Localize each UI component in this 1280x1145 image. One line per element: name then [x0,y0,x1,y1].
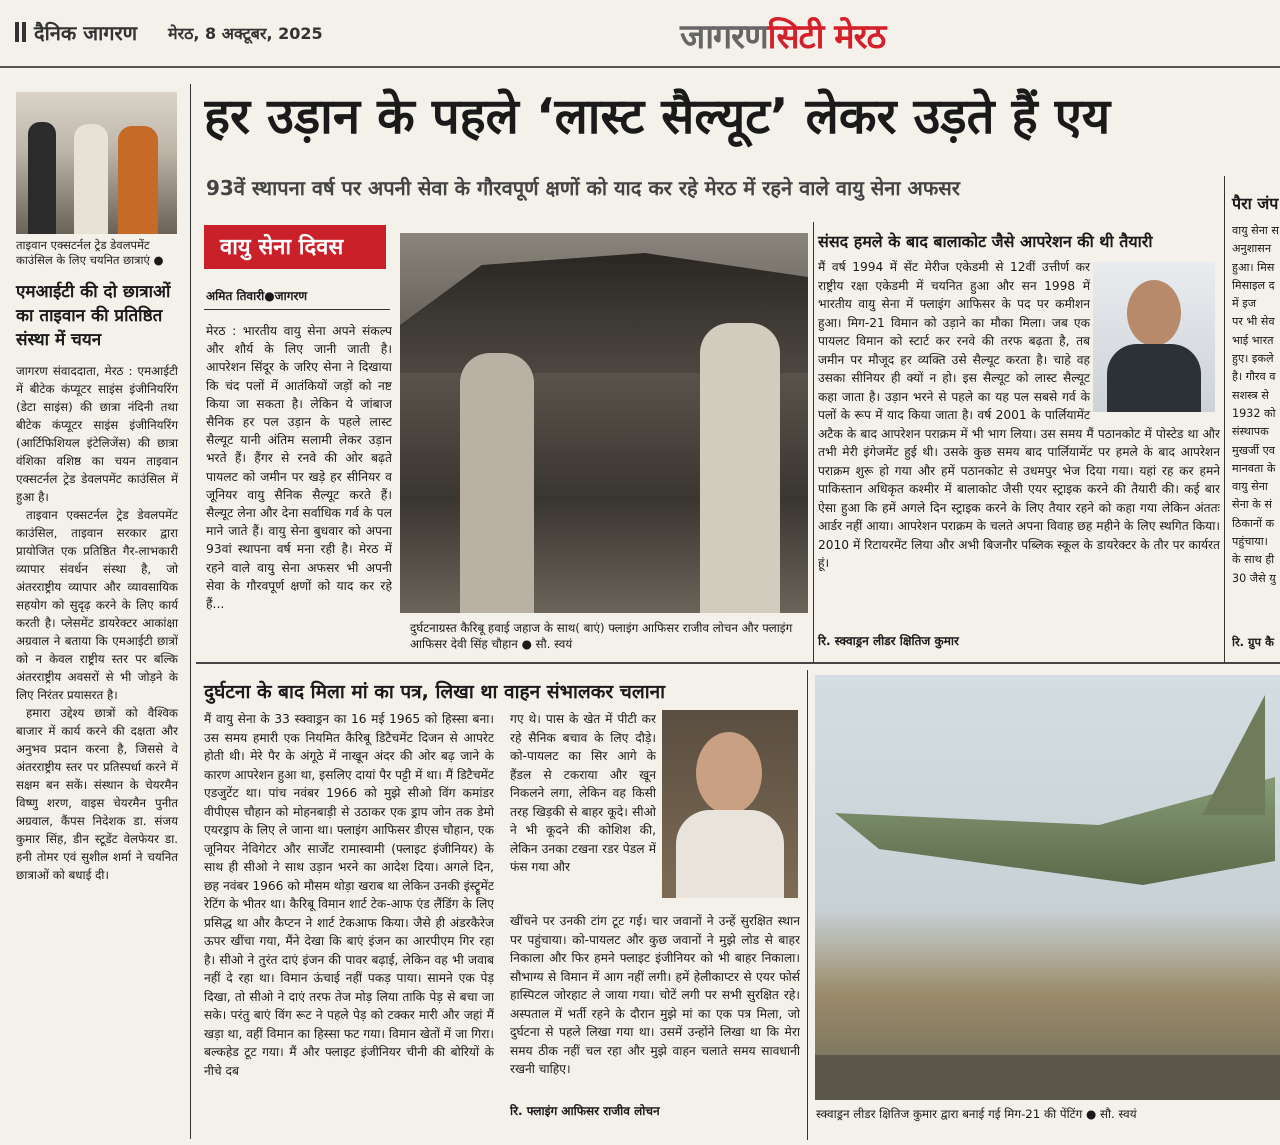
main-headline: हर उड़ान के पहले ‘लास्ट सैल्यूट’ लेकर उड़ते हैं एय [204,88,1111,145]
mig21-painting [815,675,1280,1100]
masthead-bars-icon [15,22,19,42]
mit-headline: एमआईटी की दो छात्राओं का ताइवान की प्रतिष्ठित संस्था में चयन [16,282,171,350]
rs-line: पर भी सेव [1232,315,1275,329]
mit-body [16,362,178,884]
rs-line: ठिकानों क [1232,516,1275,530]
sub-headline: 93वें स्थापना वर्ष पर अपनी सेवा के गौरवपूर्ण क्षणों को याद कर रहे मेरठ में रहने वाले वायु सेना अफसर [206,176,960,200]
rs-line: 30 जैसे यु [1232,571,1276,585]
mit-body-p2: ताइवान एक्सटर्नल ट्रेड डेवलपमेंट काउंसिल, ताइवान सरकार द्वारा प्रायोजित एक प्रतिष्ठित गैर-लाभकारी व्यापार संवर्धन संस्था है, जो अंतरराष्ट्रीय व्यापार और व्यावसायिक सहयोग को सुदृढ़ करने के लिए कार्य करती है। प्लेसमेंट डायरेक्टर आकांक्षा अग्रवाल ने बताया कि एमआईटी छात्रों को न केवल राष्ट्रीय स्तर पर बल्कि अंतरराष्ट्रीय अवसरों से भी जोड़ने के लिए निरंतर प्रयासरत है। [16,508,178,702]
rs-line: वायु सेना स [1232,224,1279,237]
balakot-headline: संसद हमले के बाद बालाकोट जैसे आपरेशन की थी तैयारी [818,232,1153,251]
mig21-tail [1175,695,1265,815]
rs-line: पहुंचाया। [1232,535,1268,549]
mit-students-photo [16,92,177,234]
rs-line: हुआ। मिस [1232,260,1275,274]
masthead-bars-icon-2 [22,22,26,42]
masthead [0,0,1280,66]
officer-left [460,353,534,613]
runway [815,1055,1280,1100]
af-byline: अमित तिवारी●जागरण [206,289,308,303]
photo-person-2 [74,124,108,234]
mid-rule [813,222,814,662]
rs-line: 1932 को [1232,406,1276,420]
balakot-body-text: मैं वर्ष 1994 में सेंट मेरीज एकेडमी से 12वीं उत्तीर्ण कर राष्ट्रीय रक्षा एकेडमी में चयनित हुआ और सन 1998 में भारतीय वायु सेना में फ्लाइंग आफिसर के पद पर कमीशन हुआ। मिग-21 विमान को उड़ाने का मौका मिला। जब एक पायलट विमान को स्टार्ट कर रनवे की तरफ बढ़ता है, तब जमीन पर मौजूद हर व्यक्ति उसे सैल्यूट करता है। चाहे वह उसका सीनियर ही क्यों न हो। इस सैल्यूट को लास्ट सैल्यूट कहा जाता है। उड़ान भरने से पहले का यह पल सबसे गर्व के पलों के रूप में याद किया जाता है। वर्ष 2001 के पार्लियामेंट अटैक के बाद आपरेशन पराक्रम में भी भाग लिया। उस समय मैं पठानकोट में पोस्टेड था और तभी मेरी इंगेजमेंट हुई थी। उसके कुछ समय बाद पार्लियामेंट पर हमले के बाद आपरेशन पराक्रम शुरू हो गया और हमें पठानकोट से उधमपुर भेज दिया गया। यहां रह कर हमने पाकिस्तान अधिकृत कश्मीर में बालाकोट जैसी एयर स्ट्राइक करने की तैयारी की। कई बार ऐसा हुआ कि हमें अगले दिन स्ट्राइक करने के लिए तैयार रहने को कहा गया लेकिन अंततः आर्डर नहीं आया। आपरेशन पराक्रम के चलते अपना विवाह छह महीने के लिए स्थगित किया। 2010 में रिटायरमेंट लिया और अभी बिजनौर पब्लिक स्कूल के डायरेक्टर के तौर पर कार्यरत हूं। [818,260,1220,570]
rs-line: मिसाइल द [1232,278,1275,292]
balakot-float [1090,258,1220,414]
rs-line: में इज [1232,297,1257,311]
crash-photo-caption: दुर्घटनाग्रस्त कैरिबू हवाई जहाज के साथ( बाएं) फ्लाइंग आफिसर राजीव लोचन और फ्लाइंग आफिसर देवी सिंह चौहान ● सौ. स्वयं [410,621,793,651]
letter-col2-bottom: खींचने पर उनकी टांग टूट गई। चार जवानों ने उन्हें सुरक्षित स्थान पर पहुंचाया। को-पायलट और कुछ जवानों ने मुझे लोड से बाहर निकाला और फिर हमने फ्लाइट इंजीनियर को भी बाहर निकाला। सौभाग्य से विमान में आग नहीं लगी। हमें हेलीकाप्टर से एयर फोर्स हास्पिटल जोरहाट ले जाया गया। चोटें लगी पर सभी सुरक्षित रहे। अस्पताल में भर्ती रहने के दौरान मुझे मां का एक पत्र मिला, जो दुर्घटना से पहले लिखा गया था। उसमें उन्होंने लिखा था कि मेरा समय ठीक नहीं चल रहा और मुझे वाहन चलाते समय सावधानी रखनी चाहिए। [510,914,800,1076]
middle-horizontal-rule [196,662,1280,664]
city-brand-b: सिटी मेरठ [767,17,886,57]
photo-person-3 [118,126,158,234]
mit-body-p1: जागरण संवाददाता, मेरठ : एमआईटी में बीटेक कंप्यूटर साइंस इंजीनियरिंग (डेटा साइंस) की छात्रा नंदिनी तथा बीटेक कंप्यूटर साइंस इंजीनियरिंग (आर्टिफिशियल इंटेलिजेंस) की छात्रा वंशिका वशिष्ठ का चयन ताइवान एक्सटर्नल ट्रेड डेवलपमेंट काउंसिल में हुआ है। [16,364,178,504]
right-strip-body [1232,222,1280,588]
letter-col1: मैं वायु सेना के 33 स्क्वाड्रन का 16 मई 1965 को हिस्सा बना। उस समय हमारी एक नियमित कैरिबू डिटैचमेंट दिजन से आपरेट होती थी। मेरे पैर के अंगूठे में नाखून अंदर की ओर बढ़ जाने के कारण आपरेशन हुआ था, इसलिए दायां पैर पट्टी में था। मैं डिटैचमेंट एडजुटेंट था। पांच नवंबर 1966 को मुझे सीओ विंग कमांडर वीपीएस चौहान को मोहनबाड़ी से उठाकर एक ड्राप जोन तक डेमो एयरड्राप के लिए ले जाना था। फ्लाइंग आफिसर डीएस चौहान, एक जूनियर नेविगेटर और सार्जेंट रामास्वामी (फ्लाइट इंजीनियर) के साथ ही सीओ ने साथ उड़ान भरने का आदेश दिया। अगले दिन, छह नवंबर 1966 को मौसम थोड़ा खराब था लेकिन उनकी इंस्ट्रूमेंट रेटिंग के भीतर था। कैरिबू विमान शार्ट टेक-आफ एंड लैंडिंग के लिए प्रसिद्ध था और कैप्टन ने शार्ट टेकआफ किया। जैसे ही अंडरकैरेज ऊपर खींचा गया, मैंने देखा कि बाएं इंजन का आरपीएम गिर रहा है। सीओ ने तुरंत दाएं इंजन की पावर बढ़ाई, लेकिन वह भी जवाब नहीं दे रहा था। विमान ऊंचाई नहीं पकड़ पाया। सामने एक पेड़ दिखा, तो सीओ ने दाएं तरफ तेज मोड़ लिया ताकि पेड़ से बचा जा सके। परंतु बाएं विंग रूट ने पहले पेड़ को टक्कर मारी और जहां मैं खड़ा था, वहीं विमान का हिस्सा फट गया। विमान खेतों में जा गिरा। बल्कहेड टूट गया। मैं और फ्लाइट इंजीनियर चीनी की बोरियों के नीचे दब [204,712,494,1078]
balakot-signature: रि. स्क्वाड्रन लीडर क्षितिज कुमार [818,634,959,648]
right-strip-headline: पैरा जंप [1232,194,1279,213]
byline-rule [204,309,390,310]
section-label [204,225,386,269]
letter-headline: दुर्घटना के बाद मिला मां का पत्र, लिखा था वाहन संभालकर चलाना [204,681,666,703]
letter-col2-top: गए थे। पास के खेत में पीटी कर रहे सैनिक बचाव के लिए दौड़े। को-पायलट का सिर आगे के हैंडल से टकराया और खून निकलने लगा, लेकिन वह किसी तरह खिड़की से बाहर कूदे। सीओ ने भी कूदने की कोशिश की, लेकिन उनका टखना रडर पेडल में फंस गया और [510,712,656,874]
caribou-crash-photo [400,233,808,613]
balakot-body [818,258,1220,626]
rs-line: संस्थापक [1232,425,1269,439]
rs-line: वायु सेना [1232,480,1268,494]
right-strip-rule [1224,176,1225,662]
mit-photo-caption: ताइवान एक्सटर्नल ट्रेड डेवलपमेंट काउंसिल के लिए चयनित छात्राएं ● [16,238,164,267]
portrait-body-2 [676,810,784,898]
portrait-head-2 [696,732,762,814]
masthead-rule [0,66,1280,68]
af-body: मेरठ : भारतीय वायु सेना अपने संकल्प और शौर्य के लिए जानी जाती है। आपरेशन सिंदूर के जरिए सेना ने दिखाया कि चंद पलों में आतंकियों जड़ों को नष्ट किया जा सकता है। लेकिन ये जांबाज सैनिक हर पल उड़ान के पहले लास्ट सैल्यूट यानी अंतिम सलामी लेकर उड़ान भरते हैं। हैंगर से रनवे की ओर बढ़ते पायलट को जमीन पर खड़े हर सीनियर व जूनियर वायु सैनिक सैल्यूट करते हैं। सैल्यूट लेना और देना सर्वाधिक गर्व के पल माने जाते हैं। वायु सेना बुधवार को अपना 93वां स्थापना वर्ष मना रही है। मेरठ में रहने वाले वायु सेना अफसर भी अपनी सेवा के गौरवपूर्ण क्षणों को याद कर रहे हैं... [206,324,392,612]
dateline: मेरठ, 8 अक्टूबर, 2025 [168,24,323,43]
photo-person-1 [28,122,56,234]
mit-body-p3: हमारा उद्देश्य छात्रों को वैश्विक बाजार में कार्य करने की दक्षता और अनुभव प्रदान करना है, जिससे वे अंतरराष्ट्रीय स्तर पर प्रतिस्पर्धा करने में सक्षम बन सकें। संस्थान के चेयरमैन विष्णु शरण, वाइस चेयरमैन पुनीत अग्रवाल, कैंपस निदेशक डा. संजय कुमार सिंह, डीन स्टूडेंट वेलफेयर डा. हनी तोमर एवं सुशील शर्मा ने चयनित छात्राओं को बधाई दी। [16,706,178,882]
rajiv-lochan-photo [662,710,798,898]
rs-line: के साथ ही [1232,553,1275,567]
section-label-text: वायु सेना दिवस [220,235,344,260]
rs-line: मानवता के [1232,461,1276,475]
paper-name: दैनिक जागरण [34,21,138,45]
city-brand [680,12,885,58]
rs-line: सेना के सं [1232,498,1272,512]
right-strip-signature: रि. ग्रुप कै [1232,635,1274,649]
bottom-mid-rule [807,670,808,1140]
mig21-fuselage [835,765,1275,885]
left-column-rule [190,84,191,1139]
rs-line: मुखर्जी एव [1232,443,1276,457]
city-brand-a: जागरण [680,17,768,57]
rs-line: हुए। इकले [1232,352,1274,366]
rs-line: अनुशासन [1232,242,1272,256]
rs-line: सशस्त्र से [1232,388,1269,402]
rs-line: है। गौरव व [1232,370,1276,384]
officer-right [700,323,780,613]
painting-caption: स्क्वाड्रन लीडर क्षितिज कुमार द्वारा बनाई गई मिग-21 की पेंटिंग ● सौ. स्वयं [816,1107,1137,1121]
rs-line: भाई भारत [1232,333,1274,347]
letter-signature: रि. फ्लाइंग आफिसर राजीव लोचन [510,1104,660,1118]
